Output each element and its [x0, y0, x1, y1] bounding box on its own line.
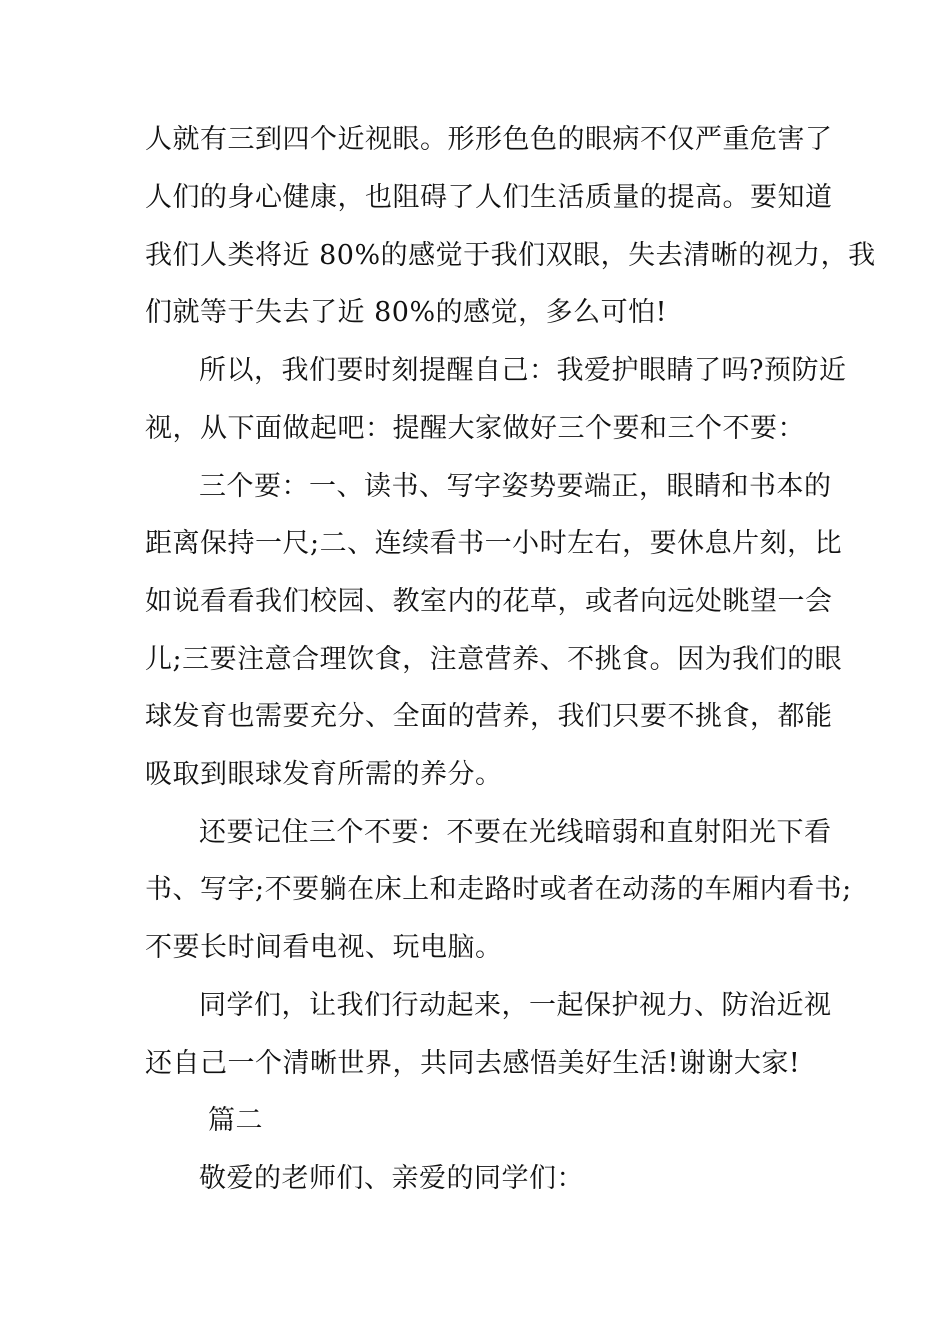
text-line: 如说看看我们校园、教室内的花草，或者向远处眺望一会	[145, 586, 833, 617]
text-line: 儿;三要注意合理饮食，注意营养、不挑食。因为我们的眼	[145, 644, 843, 675]
text-line: 视，从下面做起吧：提醒大家做好三个要和三个不要：	[145, 413, 805, 444]
text-line: 人们的身心健康，也阻碍了人们生活质量的提高。要知道	[145, 182, 833, 213]
text-line: 我们人类将近 80%的感觉于我们双眼，失去清晰的视力，我	[145, 240, 876, 271]
paragraph-start: 所以，我们要时刻提醒自己：我爱护眼睛了吗?预防近	[199, 355, 847, 386]
paragraph-start: 还要记住三个不要：不要在光线暗弱和直射阳光下看	[199, 817, 832, 848]
text-line: 们就等于失去了近 80%的感觉，多么可怕!	[145, 297, 667, 328]
salutation: 敬爱的老师们、亲爱的同学们：	[199, 1163, 584, 1194]
text-line: 不要长时间看电视、玩电脑。	[145, 932, 503, 963]
section-heading: 篇二	[208, 1105, 263, 1136]
text-line: 距离保持一尺;二、连续看书一小时左右，要休息片刻，比	[145, 528, 843, 559]
text-line: 球发育也需要充分、全面的营养，我们只要不挑食，都能	[145, 701, 833, 732]
text-line: 书、写字;不要躺在床上和走路时或者在动荡的车厢内看书;	[145, 874, 852, 905]
paragraph-start: 三个要：一、读书、写字姿势要端正，眼睛和书本的	[199, 471, 832, 502]
text-line: 人就有三到四个近视眼。形形色色的眼病不仅严重危害了	[145, 124, 833, 155]
text-line: 还自己一个清晰世界，共同去感悟美好生活!谢谢大家!	[145, 1048, 801, 1079]
text-line: 吸取到眼球发育所需的养分。	[145, 759, 503, 790]
paragraph-start: 同学们，让我们行动起来，一起保护视力、防治近视	[199, 990, 832, 1021]
